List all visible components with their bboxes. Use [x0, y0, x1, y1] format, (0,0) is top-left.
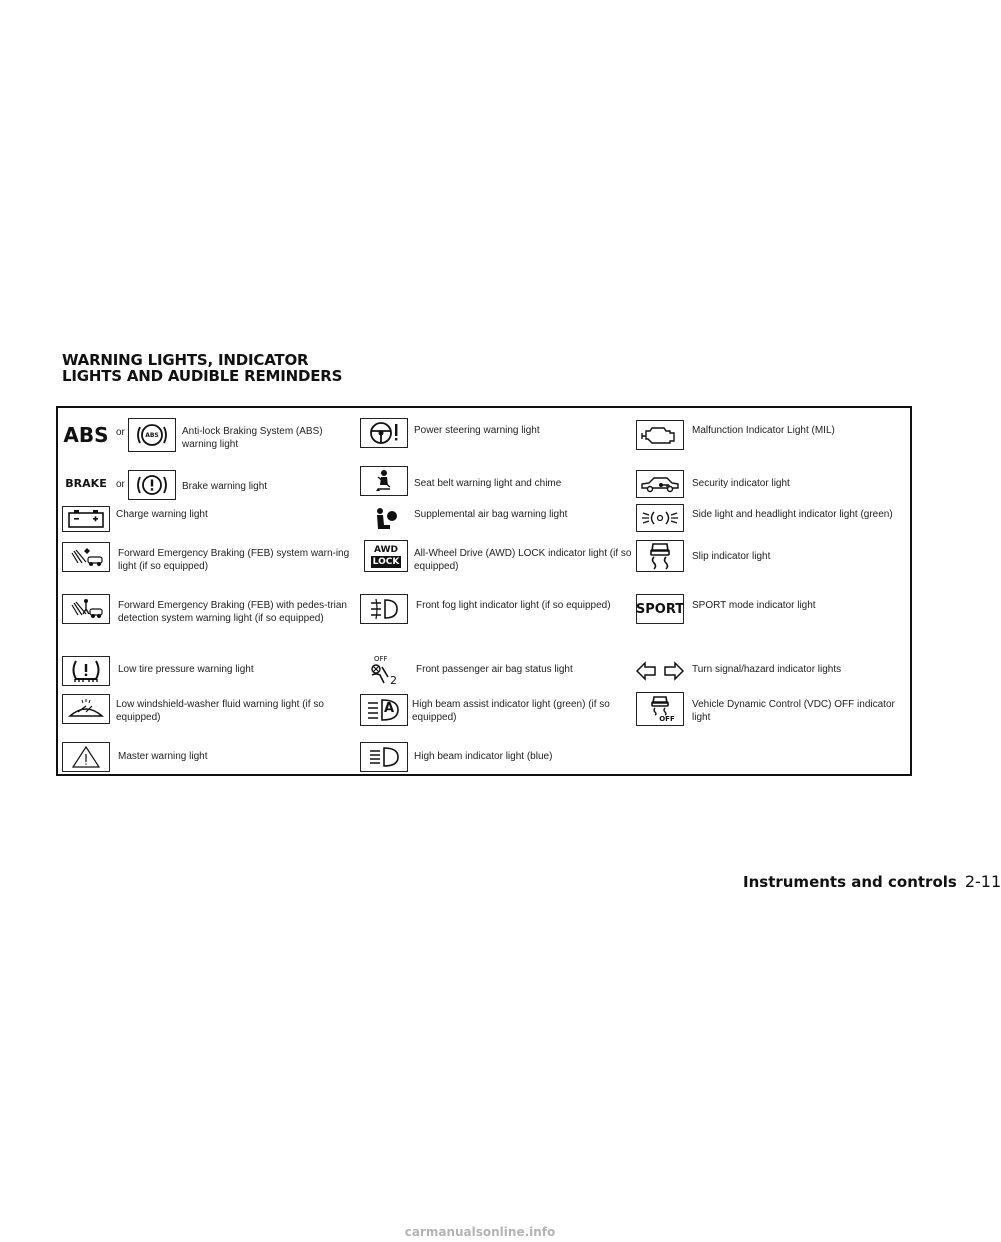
item-label: SPORT mode indicator light — [692, 600, 816, 611]
list-item — [636, 586, 910, 648]
high-beam-assist-icon: A — [360, 694, 408, 726]
section-heading-line-1: WARNING LIGHTS, INDICATOR — [62, 351, 309, 369]
list-item — [360, 736, 636, 776]
list-item — [58, 648, 356, 690]
list-item — [58, 586, 356, 648]
item-label: High beam indicator light (blue) — [414, 751, 553, 762]
item-label: Brake warning light — [182, 481, 268, 492]
watermark: carmanualsonline.info — [404, 1225, 556, 1239]
vdc-off-icon: OFF — [636, 692, 684, 726]
list-item — [360, 500, 636, 536]
passenger-airbag-off-icon: OFF 2 — [360, 652, 408, 688]
front-fog-icon — [360, 594, 408, 624]
item-label: Forward Emergency Braking (FEB) system warn-ing light (if so equipped) — [118, 548, 350, 572]
abs-text-icon: ABS — [62, 420, 110, 450]
list-item — [636, 690, 910, 736]
side-headlight-icon — [636, 504, 684, 532]
section-heading-line-2: LIGHTS AND AUDIBLE REMINDERS — [62, 367, 343, 385]
page-number: 2-11 — [964, 872, 1001, 891]
item-label: Side light and headlight indicator light (green) — [692, 509, 893, 520]
high-beam-icon — [360, 742, 408, 772]
list-item — [360, 690, 636, 736]
item-label: All-Wheel Drive (AWD) LOCK indicator light (if so equipped) — [414, 548, 632, 572]
list-item — [360, 586, 636, 648]
item-label: Master warning light — [118, 751, 208, 762]
or-connector: or — [116, 427, 125, 438]
master-warning-icon — [62, 742, 110, 772]
battery-icon — [62, 506, 110, 532]
item-label: Power steering warning light — [414, 425, 540, 436]
list-item — [58, 690, 356, 736]
sport-text-icon: SPORT — [636, 594, 684, 624]
list-item — [360, 536, 636, 586]
item-label: Low tire pressure warning light — [118, 664, 254, 675]
turn-signal-icon — [636, 658, 684, 684]
warning-lights-table — [56, 406, 912, 776]
steering-warning-icon — [360, 418, 408, 448]
list-item — [58, 536, 356, 586]
or-connector: or — [116, 479, 125, 490]
item-label: Turn signal/hazard indicator lights — [692, 664, 842, 675]
item-label: Seat belt warning light and chime — [414, 478, 562, 489]
item-label: Front fog light indicator light (if so equipped) — [416, 600, 611, 611]
slip-icon — [636, 540, 684, 572]
item-label: High beam assist indicator light (green) (if so equipped) — [412, 699, 610, 723]
item-label: Supplemental air bag warning light — [414, 509, 568, 520]
item-label: Front passenger air bag status light — [416, 664, 573, 675]
item-label: Security indicator light — [692, 478, 790, 489]
item-label: Malfunction Indicator Light (MIL) — [692, 425, 835, 436]
list-item — [636, 408, 910, 456]
awd-lock-icon: AWD LOCK — [364, 540, 408, 572]
list-item — [360, 408, 636, 456]
washer-fluid-icon — [62, 694, 110, 724]
item-label: Low windshield-washer fluid warning light (if so equipped) — [116, 699, 324, 723]
footer-section: Instruments and controls — [743, 873, 957, 891]
list-item — [360, 648, 636, 690]
seatbelt-icon — [360, 466, 408, 496]
security-car-icon — [636, 470, 684, 498]
feb-icon — [62, 542, 110, 572]
list-item — [636, 536, 910, 586]
item-label: Vehicle Dynamic Control (VDC) OFF indicator light — [692, 699, 895, 723]
engine-mil-icon — [636, 420, 684, 450]
page-footer — [743, 872, 1001, 891]
list-item — [636, 500, 910, 536]
abs-circle-icon: ABS — [128, 418, 176, 452]
list-item — [58, 736, 356, 776]
list-item — [58, 456, 356, 500]
brake-text-icon: BRAKE — [60, 470, 112, 496]
list-item — [636, 456, 910, 500]
tire-pressure-icon — [62, 656, 110, 686]
item-label: Charge warning light — [116, 509, 208, 520]
feb-pedestrian-icon — [62, 594, 110, 624]
list-item — [58, 500, 356, 536]
section-heading — [62, 352, 342, 384]
item-label: Forward Emergency Braking (FEB) with pedes-trian detection system warning light (if so equipped) — [118, 600, 347, 624]
list-item — [58, 408, 356, 456]
brake-circle-icon — [128, 470, 176, 500]
item-label: Anti-lock Braking System (ABS) warning light — [182, 426, 323, 450]
list-item — [360, 456, 636, 500]
list-item — [636, 648, 910, 690]
item-label: Slip indicator light — [692, 551, 771, 562]
airbag-icon — [360, 506, 408, 532]
